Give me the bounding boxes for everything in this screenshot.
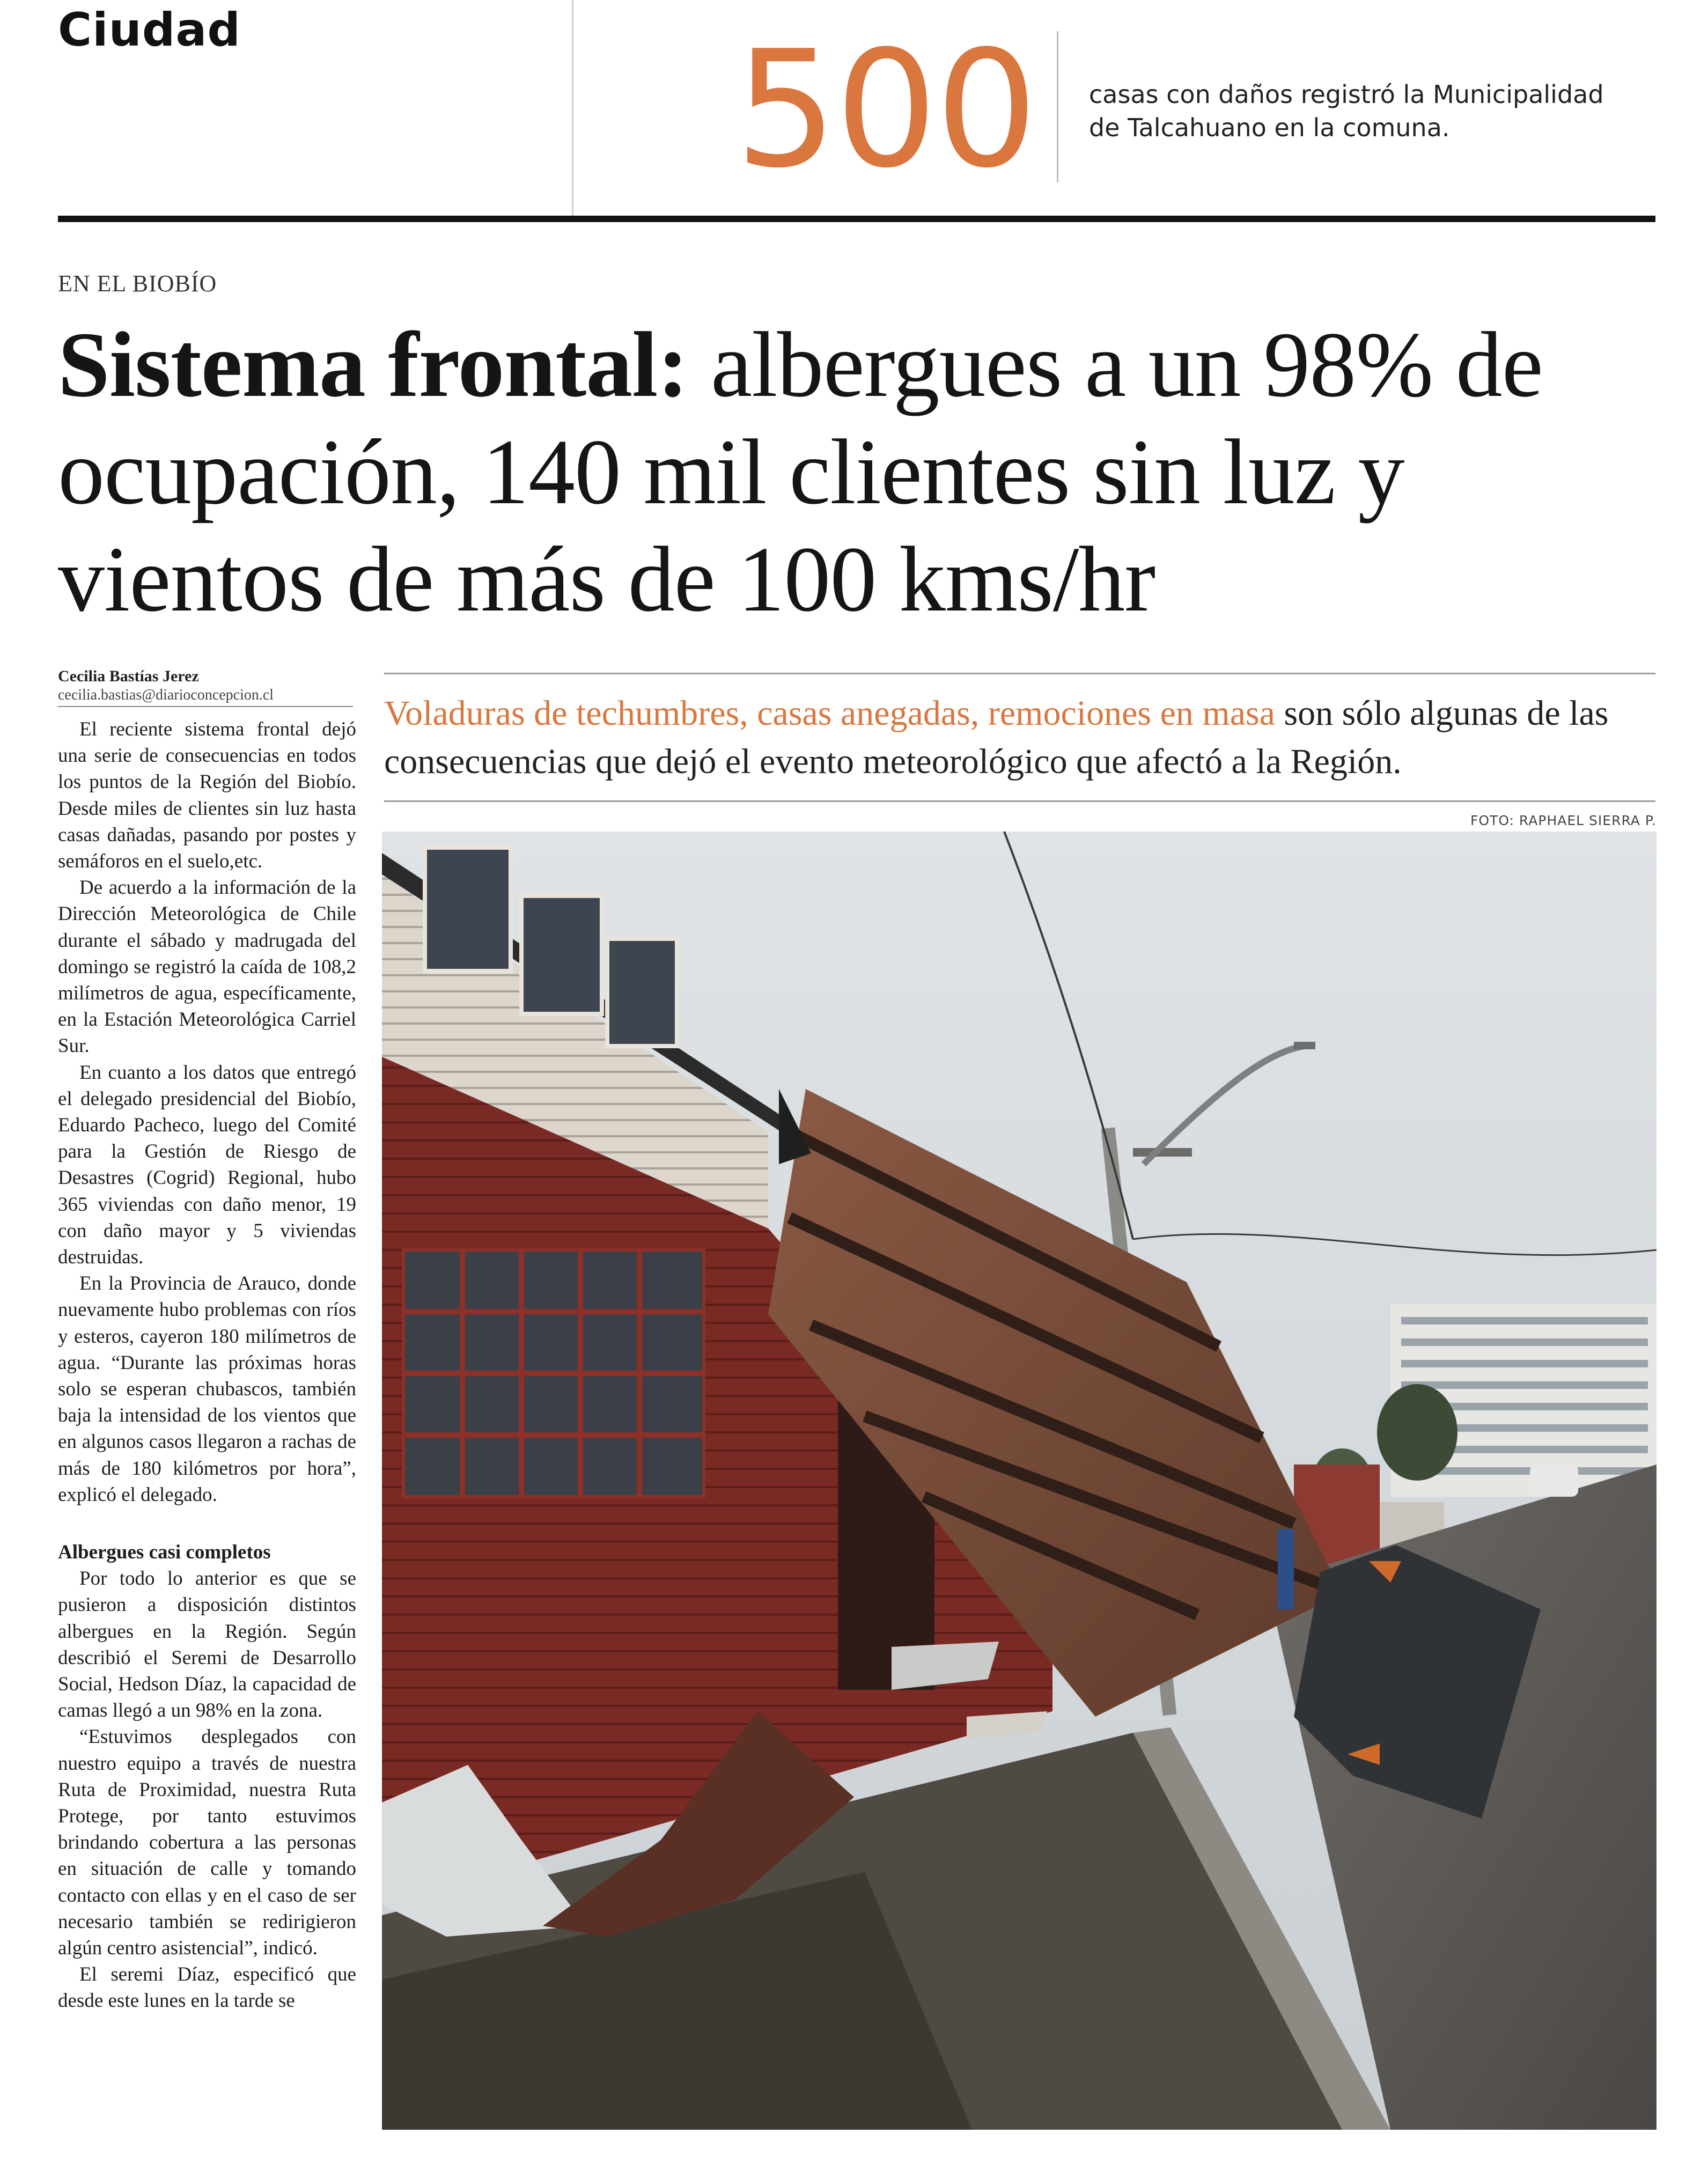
stat-number: 500 (735, 16, 1036, 203)
byline-rule (58, 706, 353, 707)
kicker: EN EL BIOBÍO (58, 270, 217, 297)
body-paragraph: El seremi Díaz, especificó que desde este lunes en la tarde se (58, 1963, 356, 2012)
deck-rule-bottom (384, 800, 1655, 802)
byline-email[interactable]: cecilia.bastias@diarioconcepcion.cl (58, 687, 274, 703)
deck-rest: son sólo algunas de las consecuencias que dejó el evento meteorológico que afectó a la Región. (384, 694, 1609, 781)
body-paragraph: Por todo lo anterior es que se pusieron a disposición distintos albergues en la Región. Según describió el Seremi de Desarrollo Social, Hedson Díaz, la capacidad de camas llegó a un 98% en la zona. (58, 1568, 356, 1722)
headline-rest: albergues a un 98% de ocupación, 140 mil clientes sin luz y vientos de más de 100 kms/hr (58, 313, 1543, 631)
body-paragraph: El reciente sistema frontal dejó una serie de consecuencias en todos los puntos de la Región del Biobío. Desde miles de clientes sin luz hasta casas dañadas, pasando por postes y semáforos en el suelo,etc. (58, 718, 356, 873)
headline-lead: Sistema frontal: (58, 313, 688, 416)
stat-caption-line: casas con daños registró la Municipalidad (1089, 80, 1604, 109)
photo-illustration (382, 832, 1657, 2130)
byline-name: Cecilia Bastías Jerez (58, 667, 199, 685)
section-label: Ciudad (58, 3, 241, 57)
stat-caption-line: de Talcahuano en la comuna. (1089, 113, 1450, 142)
body-paragraph: “Estuvimos desplegados con nuestro equipo a través de nuestra Ruta de Proximidad, nuestra Ruta Protege, por tanto estuvimos brindando cobertura a las personas en situación de calle y tomando contacto con ellas y en el caso de ser necesario también se redirigieron algún centro asistencial”, indicó. (58, 1726, 356, 1959)
deck-highlight: Voladuras de techumbres, casas anegadas, remociones en masa (384, 694, 1275, 733)
deck (384, 689, 1661, 786)
news-photo[interactable] (382, 832, 1657, 2130)
body-paragraph: En la Provincia de Arauco, donde nuevamente hubo problemas con ríos y esteros, cayeron 180 milímetros de agua. “Durante las próximas horas solo se esperan chubascos, también baja la intensidad de los vientos que en algunos casos llegaron a rachas de más de 180 kilómetros por hora”, explicó el delegado. (58, 1272, 356, 1506)
photo-credit: FOTO: RAPHAEL SIERRA P. (1470, 813, 1657, 828)
headline (58, 311, 1667, 633)
stat-divider (1057, 31, 1058, 182)
body-paragraph: De acuerdo a la información de la Dirección Meteorológica de Chile durante el sábado y madrugada del domingo se registró la caída de 108,2 milímetros de agua, específicamente, en la Estación Meteorológica Carriel Sur. (58, 877, 356, 1057)
header-divider (572, 0, 573, 217)
deck-rule-top (384, 673, 1655, 674)
body-paragraph: En cuanto a los datos que entregó el delegado presidencial del Biobío, Eduardo Pacheco, luego del Comité para la Gestión de Riesgo de Desastres (Cogrid) Regional, hubo 365 viviendas con daño menor, 19 con daño mayor y 5 viviendas destruidas. (58, 1061, 356, 1269)
body-subhead: Albergues casi completos (58, 1541, 271, 1564)
header-rule (58, 216, 1655, 222)
body-column (58, 716, 356, 2014)
stat-caption (1089, 78, 1652, 144)
